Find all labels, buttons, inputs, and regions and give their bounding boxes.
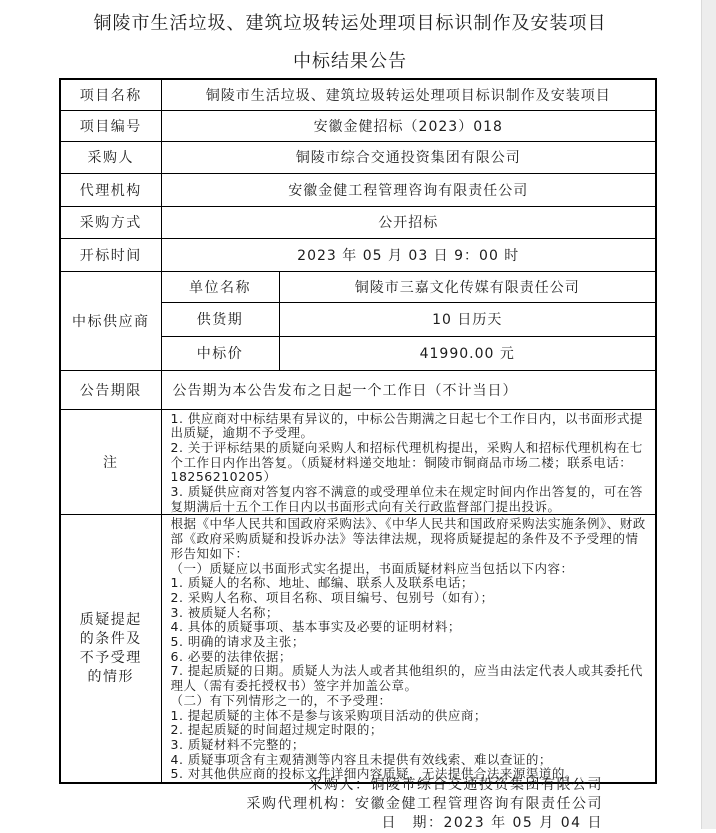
row-label-winning-supplier: 中标供应商 (60, 271, 161, 370)
table-row (60, 79, 656, 110)
row-value-agency: 安徽金健工程管理咨询有限责任公司 (161, 173, 656, 206)
table-row (60, 141, 656, 173)
row-label-procurement-method: 采购方式 (60, 206, 161, 238)
row-value-purchaser: 铜陵市综合交通投资集团有限公司 (161, 141, 656, 173)
row-value-project-name: 铜陵市生活垃圾、建筑垃圾转运处理项目标识制作及安装项目 (161, 79, 656, 110)
row-label-purchaser: 采购人 (60, 141, 161, 173)
table-row (60, 515, 656, 783)
footer-purchaser: 采购人：铜陵市综合交通投资集团有限公司 (308, 777, 603, 793)
sub-label-company-name: 单位名称 (161, 271, 279, 302)
page-right-gutter (701, 0, 716, 829)
table-row (60, 409, 656, 515)
row-label-project-number: 项目编号 (60, 110, 161, 141)
row-value-note: 1. 供应商对中标结果有异议的，中标公告期满之日起七个工作日内，以书面形式提出质疑，逾期不予受理。 2. 关于评标结果的质疑向采购人和招标代理机构提出，采购人和招标代理机构在七个工作日内作出答复。（质疑材料递交地址：铜陵市铜商品市场二楼；联系电话：18256210205） 3. 质疑供应商对答复内容不满意的或受理单位未在规定时间内作出答复的，可在答复期满后十五个工作日内以书面形式向有关行政监督部门提出投诉。 (161, 409, 656, 515)
row-label-agency: 代理机构 (60, 173, 161, 206)
sub-label-delivery-period: 供货期 (161, 302, 279, 336)
row-label-bid-opening-time: 开标时间 (60, 238, 161, 271)
row-label-notice-period: 公告期限 (60, 370, 161, 409)
footer-agency: 采购代理机构：安徽金健工程管理咨询有限责任公司 (246, 796, 603, 812)
page-title: 铜陵市生活垃圾、建筑垃圾转运处理项目标识制作及安装项目 (93, 13, 607, 34)
row-value-notice-period: 公告期为本公告发布之日起一个工作日（不计当日） (161, 370, 656, 409)
table-row (60, 271, 656, 302)
page-subtitle: 中标结果公告 (293, 51, 407, 72)
table-row (60, 238, 656, 271)
announcement-table (59, 78, 657, 784)
table-row (60, 173, 656, 206)
row-value-objection-conditions: 根据《中华人民共和国政府采购法》、《中华人民共和国政府采购法实施条例》、财政部《政府采购质疑和投诉办法》等法律法规，现将质疑提起的条件及不予受理的情形告知如下： （一）质疑应以书面形式实名提出，书面质疑材料应当包括以下内容： 1. 质疑人的名称、地址、邮编、联系人及联系电话； 2. 采购人名称、项目名称、项目编号、包别号（如有）； 3. 被质疑人名称； 4. 具体的质疑事项、基本事实及必要的证明材料； 5. 明确的请求及主张； 6. 必要的法律依据； 7. 提起质疑的日期。质疑人为法人或者其他组织的，应当由法定代表人或其委托代理人（需有委托授权书）签字并加盖公章。 （二）有下列情形之一的，不予受理： 1. 提起质疑的主体不是参与该采购项目活动的供应商； 2. 提起质疑的时间超过规定时限的； 3. 质疑材料不完整的； 4. 质疑事项含有主观猜测等内容且未提供有效线索、难以查证的； 5. 对其他供应商的投标文件详细内容质疑，无法提供合法来源渠道的。 (161, 515, 656, 783)
row-label-project-name: 项目名称 (60, 79, 161, 110)
row-value-bid-opening-time: 2023 年 05 月 03 日 9：00 时 (161, 238, 656, 271)
signature-block (247, 776, 604, 833)
row-value-procurement-method: 公开招标 (161, 206, 656, 238)
footer-date: 日 期：2023 年 05 月 04 日 (381, 815, 603, 831)
row-value-project-number: 安徽金健招标（2023）018 (161, 110, 656, 141)
row-label-note: 注 (60, 409, 161, 515)
table-row (60, 370, 656, 409)
sub-value-company-name: 铜陵市三嘉文化传媒有限责任公司 (279, 271, 656, 302)
table-row (60, 110, 656, 141)
row-label-objection-conditions: 质疑提起的条件及不予受理的情形 (60, 515, 161, 783)
sub-value-winning-price: 41990.00 元 (279, 336, 656, 370)
sub-label-winning-price: 中标价 (161, 336, 279, 370)
sub-value-delivery-period: 10 日历天 (279, 302, 656, 336)
table-row (60, 206, 656, 238)
